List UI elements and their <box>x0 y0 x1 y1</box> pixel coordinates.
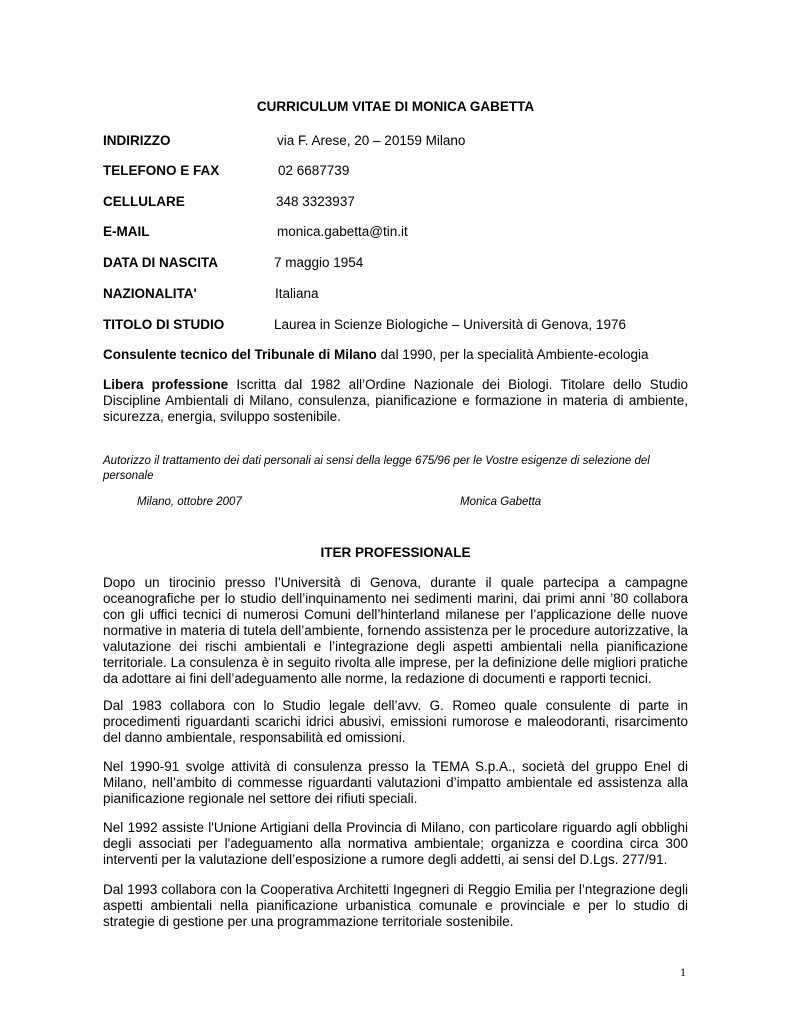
field-value: Laurea in Scienze Biologiche – Università di Genova, 1976 <box>274 317 626 332</box>
field-label: TITOLO DI STUDIO <box>103 317 225 332</box>
field-email <box>103 224 408 239</box>
field-label: INDIRIZZO <box>103 133 171 148</box>
privacy-consent: Autorizzo il trattamento dei dati personali ai sensi della legge 675/96 per le Vostre esigenze di selezione del personale <box>103 455 650 482</box>
field-data-nascita <box>103 255 364 270</box>
field-value: 02 6687739 <box>278 163 350 178</box>
field-label: TELEFONO E FAX <box>103 163 220 178</box>
libera-paragraph <box>103 377 688 425</box>
consulente-paragraph <box>103 347 688 363</box>
page-number: 1 <box>680 965 686 979</box>
consulente-bold: Consulente tecnico del Tribunale di Milano <box>103 347 377 362</box>
field-value: via F. Arese, 20 – 20159 Milano <box>277 133 466 148</box>
libera-text: Iscritta dal 1982 all’Ordine Nazionale dei Biologi. Titolare dello Studio Discipline Ambientali di Milano, consulenza, pianificazione e formazione in materia di ambiente, sicurezza, energia, sviluppo sostenibile. <box>103 377 688 424</box>
field-label: CELLULARE <box>103 194 185 209</box>
document-title: CURRICULUM VITAE DI MONICA GABETTA <box>256 99 535 114</box>
field-value: 7 maggio 1954 <box>274 255 364 270</box>
signature-place-date: Milano, ottobre 2007 <box>137 496 242 508</box>
field-value: 348 3323937 <box>276 194 355 209</box>
paragraph: Dal 1983 collabora con lo Studio legale dell’avv. G. Romeo quale consulente di parte in procedimenti riguardanti scarichi idrici abusivi, emissioni rumorose e maleodoranti, risarcimento del danno ambientale, responsabilità ed omissioni. <box>103 698 688 745</box>
field-cellulare <box>103 194 355 209</box>
field-label: E-MAIL <box>103 224 150 239</box>
field-titolo-studio <box>103 317 626 332</box>
paragraph: Dopo un tirocinio presso l’Università di Genova, durante il quale partecipa a campagne oceanografiche per lo studio dell’inquinamento nei sedimenti marini, dai primi anni ’80 collabora con gli uffici tecnici di numerosi Comuni dell’hinterland milanese per l’applicazione delle nuove normative in materia di tutela dell’ambiente, fornendo assistenza per le procedure autorizzative, la valutazione dei rischi ambientali e l’integrazione degli aspetti ambientali nella pianificazione territoriale. La consulenza è in seguito rivolta alle imprese, per la definizione delle migliori pratiche da adottare ai fini dell’adeguamento alle norme, la redazione di documenti e rapporti tecnici. <box>103 575 688 686</box>
consulente-text: dal 1990, per la specialità Ambiente-ecologia <box>376 347 649 362</box>
field-indirizzo <box>103 133 466 148</box>
field-nazionalita <box>103 286 319 301</box>
paragraph: Dal 1993 collabora con la Cooperativa Architetti Ingegneri di Reggio Emilia per l’ntegrazione degli aspetti ambientali nella pianificazione urbanistica comunale e provinciale e per lo studio di strategie di gestione per una programmazione territoriale sostenibile. <box>103 882 688 929</box>
signature-name: Monica Gabetta <box>460 496 542 508</box>
field-telefono <box>103 163 350 178</box>
field-value: Italiana <box>275 286 319 301</box>
paragraph: Nel 1992 assiste l'Unione Artigiani della Provincia di Milano, con particolare riguardo agli obblighi degli associati per l'adeguamento alla normativa ambientale; organizza e coordina circa 300 interventi per la valutazione dell’esposizione a rumore degli addetti, ai sensi del D.Lgs. 277/91. <box>103 820 688 867</box>
field-value: monica.gabetta@tin.it <box>277 224 408 239</box>
libera-bold: Libera professione <box>103 377 229 392</box>
section-title: ITER PROFESSIONALE <box>320 545 471 560</box>
field-label: NAZIONALITA' <box>103 286 197 301</box>
paragraph: Nel 1990-91 svolge attività di consulenza presso la TEMA S.p.A., società del gruppo Enel di Milano, nell’ambito di commesse riguardanti valutazioni d’impatto ambientale ed assistenza alla pianificazione regionale nel settore dei rifiuti speciali. <box>103 759 688 806</box>
field-label: DATA DI NASCITA <box>103 255 218 270</box>
